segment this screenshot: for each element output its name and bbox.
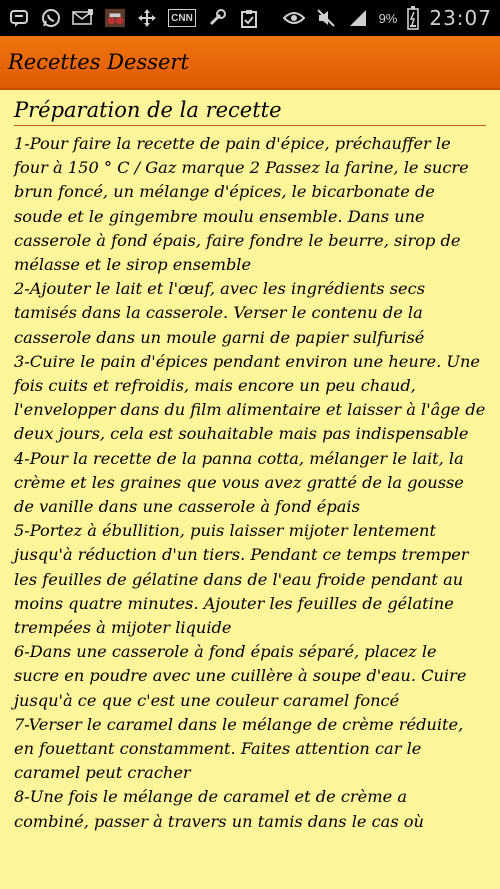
move-icon: [136, 7, 158, 29]
game-icon: [104, 7, 126, 29]
cnn-icon: [168, 9, 196, 27]
app-title: Recettes Dessert: [8, 50, 189, 74]
section-title: Préparation de la recette: [14, 98, 486, 126]
message-icon: [8, 7, 30, 29]
whatsapp-icon: [40, 7, 62, 29]
battery-percent: 9%: [378, 10, 398, 26]
email-icon: [72, 7, 94, 29]
clipboard-icon: [238, 7, 260, 29]
signal-icon: [347, 7, 369, 29]
settings-icon: [206, 7, 228, 29]
recipe-content[interactable]: [0, 90, 500, 834]
clock: 23:07: [429, 6, 492, 30]
recipe-steps: 1-Pour faire la recette de pain d'épice, préchauffer le four à 150 ° C / Gaz marque 2 Passez la farine, le sucre brun foncé, un mélange d'épices, le bicarbonate de soude et le gingembre moulu ensemble. Dans une casserole à fond épais, faire fondre le beurre, sirop de mélasse et le sirop ensemble 2-Ajouter le lait et l'œuf, avec les ingrédients secs tamisés dans la casserole. Verser le contenu de la casserole dans un moule garni de papier sulfurisé 3-Cuire le pain d'épices pendant environ une heure. Une fois cuits et refroidis, mais encore un peu chaud, l'envelopper dans du film alimentaire et laisser à l'âge de deux jours, cela est souhaitable mais pas indispensable 4-Pour la recette de la panna cotta, mélanger le lait, la crème et les graines que vous avez gratté de la gousse de vanille dans une casserole à fond épais 5-Portez à ébullition, puis laisser mijoter lentement jusqu'à réduction d'un tiers. Pendant ce temps tremper les feuilles de gélatine dans de l'eau froide pendant au moins quatre minutes. Ajouter les feuilles de gélatine trempées à mijoter liquide 6-Dans une casserole à fond épais séparé, placez le sucre en poudre avec une cuillère à soupe d'eau. Cuire jusqu'à ce que c'est une couleur caramel foncé 7-Verser le caramel dans le mélange de crème réduite, en fouettant constamment. Faites attention car le caramel peut cracher 8-Une fois le mélange de caramel et de crème a combiné, passer à travers un tamis dans le cas où: [14, 134, 486, 831]
status-bar: [0, 0, 500, 36]
notification-icons: [8, 7, 260, 29]
mute-icon: [315, 7, 337, 29]
system-indicators: [283, 6, 492, 30]
battery-icon: [407, 7, 419, 29]
eye-icon: [283, 7, 305, 29]
cnn-label: CNN: [171, 12, 193, 24]
app-bar: [0, 36, 500, 90]
